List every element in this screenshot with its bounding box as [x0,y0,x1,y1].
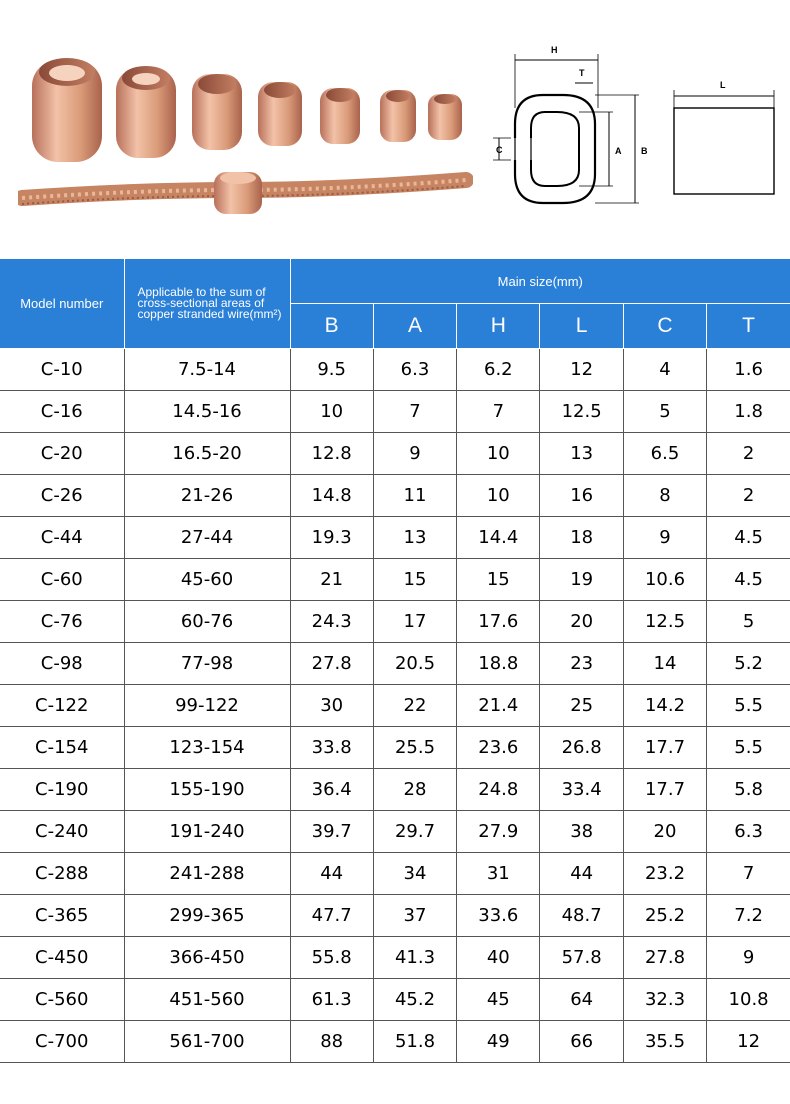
label-t: T [579,68,585,78]
cell-h: 18.8 [457,643,540,685]
cell-a: 45.2 [373,979,456,1021]
label-l: L [720,80,726,90]
cell-wire-area: 191-240 [124,811,290,853]
cell-b: 27.8 [290,643,373,685]
cell-c: 20 [623,811,706,853]
cell-c: 32.3 [623,979,706,1021]
table-row [0,643,790,685]
cell-model: C-700 [0,1021,124,1063]
cell-t: 9 [707,937,790,979]
cell-model: C-20 [0,433,124,475]
cell-model: C-10 [0,349,124,391]
cell-t: 2 [707,433,790,475]
header-dim-a: A [373,304,456,349]
cell-model: C-76 [0,601,124,643]
cell-t: 5.2 [707,643,790,685]
cell-c: 5 [623,391,706,433]
cell-a: 41.3 [373,937,456,979]
cell-wire-area: 77-98 [124,643,290,685]
cell-l: 25 [540,685,623,727]
cell-b: 39.7 [290,811,373,853]
cell-b: 10 [290,391,373,433]
cell-h: 49 [457,1021,540,1063]
cell-wire-area: 60-76 [124,601,290,643]
cell-model: C-240 [0,811,124,853]
cell-h: 21.4 [457,685,540,727]
cell-l: 64 [540,979,623,1021]
cell-t: 1.8 [707,391,790,433]
cell-wire-area: 299-365 [124,895,290,937]
cell-t: 5.5 [707,727,790,769]
cell-a: 17 [373,601,456,643]
table-body [0,349,790,1063]
label-a: A [615,146,622,156]
cell-b: 44 [290,853,373,895]
cell-wire-area: 241-288 [124,853,290,895]
cell-model: C-98 [0,643,124,685]
cell-model: C-122 [0,685,124,727]
cell-model: C-450 [0,937,124,979]
cell-a: 29.7 [373,811,456,853]
c-clamp-image [428,94,462,140]
c-clamp-image [32,58,102,162]
cell-b: 12.8 [290,433,373,475]
table-row [0,979,790,1021]
cell-h: 27.9 [457,811,540,853]
table-row [0,727,790,769]
table-row [0,475,790,517]
cell-b: 14.8 [290,475,373,517]
cell-l: 33.4 [540,769,623,811]
header-applicable-wire-area: Applicable to the sum of cross-sectional areas of copper stranded wire(mm²) [124,259,290,349]
cell-wire-area: 7.5-14 [124,349,290,391]
cell-c: 14.2 [623,685,706,727]
cell-c: 9 [623,517,706,559]
cell-h: 15 [457,559,540,601]
cell-t: 2 [707,475,790,517]
cell-h: 40 [457,937,540,979]
table-row [0,853,790,895]
cell-t: 5 [707,601,790,643]
table-row [0,517,790,559]
cell-c: 17.7 [623,727,706,769]
cell-a: 22 [373,685,456,727]
cell-c: 27.8 [623,937,706,979]
header-model-number: Model number [0,259,124,349]
c-clamp-image [116,66,176,158]
cell-a: 51.8 [373,1021,456,1063]
cell-wire-area: 451-560 [124,979,290,1021]
cell-a: 11 [373,475,456,517]
cell-b: 30 [290,685,373,727]
cell-b: 61.3 [290,979,373,1021]
cell-b: 19.3 [290,517,373,559]
cell-b: 24.3 [290,601,373,643]
cell-a: 9 [373,433,456,475]
cell-model: C-288 [0,853,124,895]
header-main-size: Main size(mm) [290,259,790,304]
label-h: H [551,45,558,55]
cell-model: C-190 [0,769,124,811]
cell-model: C-44 [0,517,124,559]
cell-l: 19 [540,559,623,601]
table-row [0,811,790,853]
c-clamp-image [320,88,360,144]
cell-h: 6.2 [457,349,540,391]
cell-l: 20 [540,601,623,643]
cell-a: 15 [373,559,456,601]
specification-table [0,258,790,1063]
cell-l: 66 [540,1021,623,1063]
product-photo [18,40,473,240]
cell-wire-area: 21-26 [124,475,290,517]
table-row [0,895,790,937]
c-clamp-image [380,90,416,142]
c-clamp-image [192,74,242,150]
cell-model: C-26 [0,475,124,517]
cell-t: 7 [707,853,790,895]
cell-model: C-60 [0,559,124,601]
cell-a: 25.5 [373,727,456,769]
cell-model: C-365 [0,895,124,937]
cell-a: 6.3 [373,349,456,391]
cell-l: 38 [540,811,623,853]
cell-c: 25.2 [623,895,706,937]
cell-b: 9.5 [290,349,373,391]
header-dim-t: T [707,304,790,349]
cell-l: 18 [540,517,623,559]
cell-wire-area: 561-700 [124,1021,290,1063]
cell-l: 26.8 [540,727,623,769]
cell-b: 88 [290,1021,373,1063]
product-illustration-area [0,0,790,258]
cell-l: 57.8 [540,937,623,979]
specification-table-container [0,258,790,1063]
header-dim-b: B [290,304,373,349]
label-b: B [641,146,648,156]
cell-b: 21 [290,559,373,601]
cell-l: 44 [540,853,623,895]
cell-l: 12 [540,349,623,391]
cell-t: 5.5 [707,685,790,727]
header-dim-c: C [623,304,706,349]
table-row [0,349,790,391]
cell-c: 8 [623,475,706,517]
cell-wire-area: 99-122 [124,685,290,727]
cell-l: 16 [540,475,623,517]
cell-c: 17.7 [623,769,706,811]
cell-c: 6.5 [623,433,706,475]
c-clamp-image [258,82,302,146]
cell-t: 5.8 [707,769,790,811]
cell-h: 10 [457,433,540,475]
cell-l: 48.7 [540,895,623,937]
stranded-copper-wire-image [22,172,466,214]
table-row [0,769,790,811]
cell-t: 4.5 [707,559,790,601]
table-row [0,937,790,979]
cell-a: 13 [373,517,456,559]
table-row [0,1021,790,1063]
cell-a: 28 [373,769,456,811]
cell-a: 20.5 [373,643,456,685]
cell-l: 23 [540,643,623,685]
cell-b: 47.7 [290,895,373,937]
cell-model: C-154 [0,727,124,769]
cell-h: 7 [457,391,540,433]
cell-c: 35.5 [623,1021,706,1063]
cell-t: 1.6 [707,349,790,391]
header-dim-h: H [457,304,540,349]
cell-t: 12 [707,1021,790,1063]
cell-a: 37 [373,895,456,937]
cell-h: 23.6 [457,727,540,769]
cell-wire-area: 27-44 [124,517,290,559]
table-row [0,391,790,433]
table-row [0,559,790,601]
cell-t: 7.2 [707,895,790,937]
cell-h: 17.6 [457,601,540,643]
cell-h: 14.4 [457,517,540,559]
header-dim-l: L [540,304,623,349]
side-view-dimension-drawing [668,72,780,202]
cell-h: 33.6 [457,895,540,937]
table-header [0,259,790,349]
cell-wire-area: 14.5-16 [124,391,290,433]
cell-a: 7 [373,391,456,433]
cell-wire-area: 366-450 [124,937,290,979]
cell-wire-area: 123-154 [124,727,290,769]
cell-model: C-16 [0,391,124,433]
cell-model: C-560 [0,979,124,1021]
c-clamp-set [32,58,462,162]
cell-h: 31 [457,853,540,895]
cell-c: 4 [623,349,706,391]
cell-b: 33.8 [290,727,373,769]
c-shape-dimension-drawing [485,38,655,233]
cell-h: 24.8 [457,769,540,811]
cell-t: 6.3 [707,811,790,853]
cell-wire-area: 155-190 [124,769,290,811]
table-row [0,601,790,643]
cell-t: 4.5 [707,517,790,559]
cell-b: 36.4 [290,769,373,811]
cell-h: 10 [457,475,540,517]
cell-h: 45 [457,979,540,1021]
table-row [0,433,790,475]
label-c: C [496,145,503,155]
cell-t: 10.8 [707,979,790,1021]
cell-c: 23.2 [623,853,706,895]
cell-c: 10.6 [623,559,706,601]
cell-b: 55.8 [290,937,373,979]
cell-c: 14 [623,643,706,685]
cell-l: 12.5 [540,391,623,433]
cell-wire-area: 16.5-20 [124,433,290,475]
cell-a: 34 [373,853,456,895]
cell-c: 12.5 [623,601,706,643]
cell-l: 13 [540,433,623,475]
table-row [0,685,790,727]
cell-wire-area: 45-60 [124,559,290,601]
